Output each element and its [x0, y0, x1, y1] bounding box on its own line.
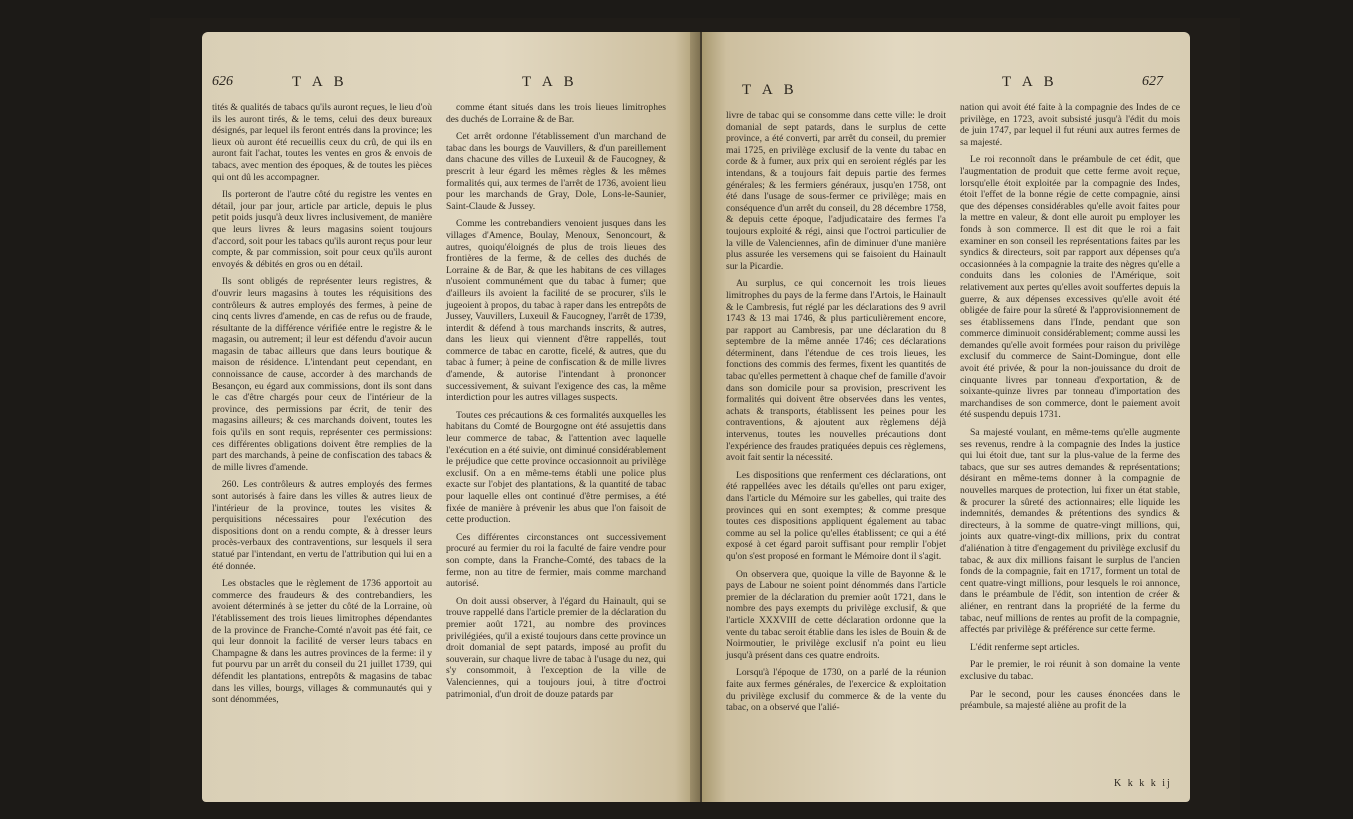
paragraph: 260. Les contrôleurs & autres employés des fermes sont autorisés à faire dans les villes & autres lieux de l'intérieur de la province, toutes les visites & perquisitions nécessaires pour l'exécution des dispositions dont on a rendu compte, & à dresser leurs procès-verbaux des contraventions, sur lesquels il sera statué par l'intendant, en vertu de l'attribution qui lui en a été donnée. — [212, 479, 432, 572]
paragraph: Par le premier, le roi réunit à son domaine la vente exclusive du tabac. — [960, 659, 1180, 682]
paragraph: Par le second, pour les causes énoncées dans le préambule, sa majesté aliène au profit de la — [960, 688, 1180, 712]
paragraph: Ils sont obligés de représenter leurs registres, & d'ouvrir leurs magasins à toutes les réquisitions des contrôleurs & autres employés des fermes, à peine de cinq cents livres d'amende, en cas de refus ou de fraude, résultante de la différence vérifiée entre le registre & le magasin, ou autrement; il leur est défendu d'avoir aucun magasin de tabac ailleurs que dans leurs boutique & maison de résidence. L'intendant peut cependant, en connoissance de cause, accorder à des marchands de Besançon, eu égard aux commissions, dont ils sont dans le cas d'être chargés pour ceux de l'intérieur de la province, des permissions par écrit, de tenir des magasins ailleurs; & ces marchands doivent, toutes les fois qu'ils en sont requis, représenter ces permissions: ces différentes obligations doivent être remplies de la part des marchands, à peine de confiscation des tabacs & de mille livres d'amende. — [212, 276, 432, 473]
paragraph: On doit aussi observer, à l'égard du Hainault, qui se trouve rappellé dans l'article premier de la déclaration du premier août 1721, au nombre des provinces privilégiées, qu'il a existé toujours dans cette province un droit domanial de sept patards, imposé au profit du souverain, sur chaque livre de tabac à l'usage du nez, qui s'y consommoit, à l'exception de la ville de Valenciennes, qui a toujours joui, à titre d'octroi patrimonial, d'un droit de douze patards par — [446, 595, 666, 700]
running-head: T A B — [742, 82, 798, 98]
paragraph: Cet arrêt ordonne l'établissement d'un marchand de tabac dans les bourgs de Vauvillers, & d'un pareillement dans chacune des villes de Luxeuil & de Faucogney, & prescrit à leur égard les mêmes règles & les mêmes formalités qui, aux termes de l'arrêt de 1736, avoient lieu pour les marchands de Gray, Dole, Lons-le-Saunier, Saint-Claude & Jussey. — [446, 131, 666, 212]
paragraph: Au surplus, ce qui concernoit les trois lieues limitrophes du pays de la ferme dans l'Artois, le Hainault & le Cambresis, fut réglé par les déclarations des 9 avril 1743 & 13 mai 1746, & plus particulièrement encore, par rapport au Cambresis, par une déclaration du 8 septembre de la même année 1746; ces déclarations déterminent, dans l'étendue de ces trois lieues, les fonctions des commis des fermes, fixent les quantités de tabac qu'elles permettent à chaque chef de famille d'avoir dans son domicile pour sa provision, prescrivent les formalités qui doivent être observées dans les ventes, achats & transports, établissent les peines pour les contraventions, & ajoutent aux règlemens déjà intervenus, toutes les nouvelles précautions dont l'expérience des fraudes pratiquées depuis ces règlemens, avoit fait sentir la nécessité. — [726, 278, 946, 464]
running-head: T A B — [292, 74, 348, 90]
paragraph: L'édit renferme sept articles. — [970, 641, 1080, 653]
paragraph: Ces différentes circonstances ont successivement procuré au fermier du roi la faculté de faire vendre pour son compte, dans la Franche-Comté, des tabacs de la ferme, non au titre de fermier, mais comme marchand autorisé. — [446, 531, 666, 590]
paragraph: Sa majesté voulant, en même-tems qu'elle augmente ses revenus, rendre à la compagnie des Indes la justice qui lui étoit due, tant sur la plus-value de la ferme des tabacs, que sur ses autres demandes & représentations; désirant en même-tems donner à la compagnie de nouvelles marques de protection, lui fixer un état stable, & procurer la sûreté des actionnaires; elle liquide les indemnités, demandes & prétentions des syndics & directeurs, à la somme de quatre-vingt millions, qui, joints aux quatre-vingt-dix millions, prix du contrat d'aliénation à titre d'engagement du privilège exclusif du tabac, & aux dix millions faisant le surplus de l'ancien fonds de la compagnie, fait en 1717, forment un total de cent quatre-vingt millions, pour lesquels le roi annonce, dans le préambule de l'édit, son intention de créer & aliéner, en rentrant dans la propriété de la ferme du tabac, neuf millions de rentes au profit de la compagnie, affectés par privilège & préférence sur cette ferme. — [960, 427, 1180, 636]
page-number: 626 — [212, 74, 233, 89]
paragraph: nation qui avoit été faite à la compagnie des Indes de ce privilège, en 1723, avoit subsisté jusqu'à l'édit du mois de juin 1747, par lequel il fut réuni aux autres fermes de sa majesté. — [960, 102, 1180, 148]
right-column-1 — [726, 110, 946, 720]
paragraph: livre de tabac qui se consomme dans cette ville: le droit domanial de sept patards, dans le surplus de cette province, a été converti, par arrêt du conseil, du premier mai 1725, en privilège exclusif de la vente du tabac en corde & à fumer, aux prix qui en seroient réglés par les intendans, & a toujours fait depuis partie des fermes générales; & les fermiers généraux, jusqu'en 1758, ont été dans l'usage de sous-fermer ce privilège; mais en conséquence d'un arrêt du conseil, du 28 décembre 1758, & depuis cette époque, l'adjudicataire des fermes l'a toujours exploité & régi, ainsi que l'octroi particulier de la ville de Valenciennes, afin de diminuer d'une manière plus assurée les versemens qui se faisoient du Hainault sur la Picardie. — [726, 110, 946, 272]
paragraph: Ils porteront de l'autre côté du registre les ventes en détail, jour par jour, article par article, depuis le plus petit poids jusqu'à deux livres inclusivement, de manière que leurs livres & leurs magasins soient toujours d'accord, soit pour les tabacs qu'ils auront reçus pour leur compte, & par commission, soit pour ceux qu'ils auront envoyés & débités en gros ou en détail. — [212, 189, 432, 270]
right-column-2 — [960, 102, 1180, 718]
left-page — [202, 32, 700, 802]
page-number: 627 — [1142, 74, 1163, 89]
left-page-header — [202, 74, 700, 96]
paragraph: tités & qualités de tabacs qu'ils auront reçues, le lieu d'où ils les auront tirés, & le tems, celui des deux bureaux désignés, par lequel ils feront entrés dans la province; les lieux où auront été recueillis ceux du crû, de qui ils en auront fait l'achat, toutes les ventes en gros & envois de tabacs, avec mention des époques, & de toutes les pièces qui ont dû les accompagner. — [212, 102, 432, 183]
paragraph: Les obstacles que le règlement de 1736 apportoit au commerce des fraudeurs & des contrebandiers, les avoient déterminés à se jetter du côté de la Lorraine, où l'établissement des trois lieues limitrophes dépendantes de la province de Franche-Comté n'avoit pas été fait, ce qui leur donnoit la facilité de verser leurs tabacs en Champagne & dans les autres provinces de la ferme: il y fut pourvu par un arrêt du conseil du 21 juillet 1739, qui défendit les plantations, entrepôts & magasins de tabac dans les villes, bourgs, villages & communautés qui y sont dénommées, — [212, 578, 432, 706]
right-page-header — [702, 74, 1190, 96]
running-head: T A B — [1002, 74, 1058, 90]
paragraph: Les dispositions que renferment ces déclarations, ont été rappellées avec les détails qu'elles ont paru exiger, dans l'article du Mémoire sur les gabelles, qui traite des provinces qui en sont exemptes; & comme presque toutes ces dispositions appliquent également au tabac comme au sel la police qu'elles établissent; ce qui a été exposé à cet égard paroit suffisant pour remplir l'objet qu'on s'est proposé en formant le Mémoire dont il s'agit. — [726, 469, 946, 562]
right-page — [702, 32, 1190, 802]
running-head: T A B — [522, 74, 578, 90]
paragraph: Comme les contrebandiers venoient jusques dans les villages d'Amence, Boulay, Menoux, Senoncourt, & autres, quoiqu'éloignés de plus de trois lieues des frontières de la ferme, & de celles des duchés de Lorraine & de Bar, & que les habitans de ces villages n'usoient communément que du tabac à fumer; que d'ailleurs ils avoient la facilité de se procurer, s'ils le jugeoient à propos, du tabac à raper dans les entrepôts de Jussey, Vauvillers, Luxeuil & Faucogney, l'arrêt de 1739, interdit & défend à tous marchands inscrits, & autres, dans les lieux qui viennent d'être rappellés, tout commerce de tabac en carotte, ficelé, & autres, que du tabac à fumer; à peine de confiscation & de mille livres d'amende, & autorise l'intendant à prononcer successivement, & suivant l'exigence des cas, la même interdiction pour les autres villages suspects. — [446, 218, 666, 404]
paragraph: Toutes ces précautions & ces formalités auxquelles les habitans du Comté de Bourgogne ont été assujettis dans leur commerce de tabac, & l'attention avec laquelle l'exécution en a été suivie, ont diminué considérablement le préjudice que cette province occasionnoit au privilège exclusif. On a en même-tems établi une police plus exacte sur l'objet des plantations, & la quantité de tabac pour laquelle elles ont continué d'être permises, a été fixée de manière à prévenir les abus que l'on faisoit de cette production. — [446, 409, 666, 526]
paragraph: Le roi reconnoît dans le préambule de cet édit, que l'augmentation de produit que cette ferme avoit reçue, lorsqu'elle étoit exploitée par la compagnie des Indes, étoit l'effet de la bonne régie de cette compagnie, ainsi que des dépenses considérables qu'elle avoit faites pour la mettre en valeur, & dont elle auroit pu employer les fonds à son commerce. Il est dit que le roi a fait examiner en son conseil les représentations faites par les syndics & directeurs, soit par rapport aux dépenses qu'a occasionnées à la compagnie la traite des nègres qu'elle a conduits dans les colonies de l'Amérique, soit relativement aux pertes qu'elles avoit souffertes depuis la guerre, & aux dépenses excessives qu'elle avoit été obligée de faire pour la sûreté & l'approvisionnement de ses établissemens dans l'Inde, pendant que son commerce diminuoit considérablement; comme aussi les demandes qu'elle avoit formées pour raison du privilège exclusif du commerce de Saint-Domingue, dont elle avoit été privée, & pour la non-jouissance du droit de cinquante livres par tonneau d'exportation, & de soixante-quinze livres par tonneau d'importation des marchandises de son commerce, dont le paiement avoit été suspendu depuis 1731. — [960, 154, 1180, 421]
paragraph: On observera que, quoique la ville de Bayonne & le pays de Labour ne soient point dénommés dans l'article premier de la déclaration du premier août 1721, dans le nombre des pays exempts du privilège exclusif, & que l'article XXXVIII de cette déclaration ordonne que la vente du tabac seroit établie dans les isles de Bouin & de Noirmoutier, le privilège exclusif n'a point eu lieu jusqu'à présent dans ces quatre endroits. — [726, 568, 946, 661]
left-column-1 — [212, 102, 432, 712]
paragraph: comme étant situés dans les trois lieues limitrophes des duchés de Lorraine & de Bar. — [446, 102, 666, 125]
book-spread — [150, 18, 1240, 810]
paragraph: Lorsqu'à l'époque de 1730, on a parlé de la réunion faite aux fermes générales, de l'exercice & exploitation du privilège exclusif du commerce & de la vente du tabac, on a observé que l'alié- — [726, 667, 946, 714]
left-column-2 — [446, 102, 666, 706]
signature-mark: K k k k ij — [1114, 778, 1172, 789]
